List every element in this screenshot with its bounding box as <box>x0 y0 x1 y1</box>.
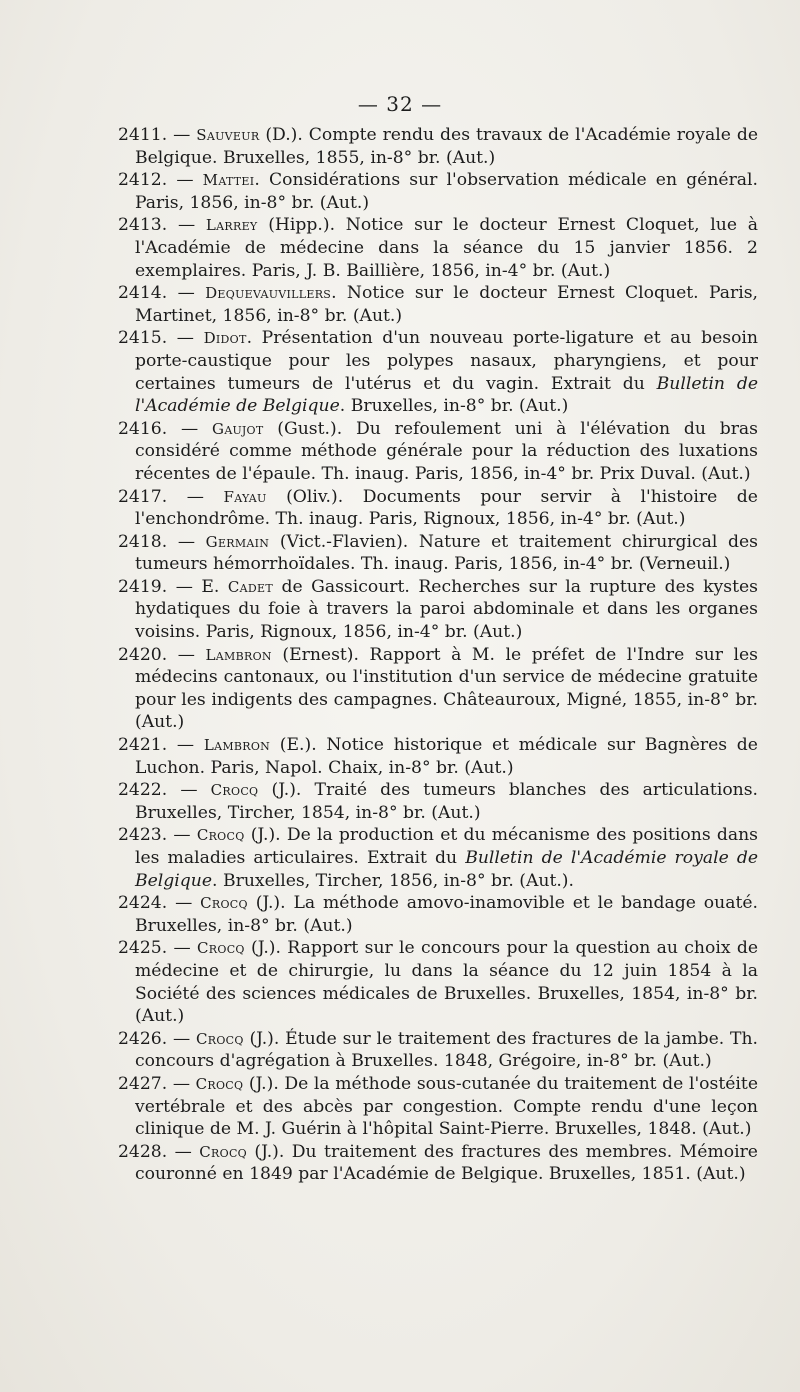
entry-dash: — <box>177 283 195 304</box>
entry-number: 2420. <box>118 644 168 665</box>
entry-text: (J.). Du traitement des fractures des membres. Mémoire couronné en 1849 par l'Académie de Belgique. Bruxelles, 1851. (Aut.) <box>135 1141 758 1185</box>
entry-author: Crocq <box>195 1074 244 1093</box>
entry-number: 2413. <box>118 215 168 236</box>
entry-dash: — <box>176 735 195 756</box>
entry-number: 2411. <box>118 125 168 145</box>
entry-text: (E.). Notice historique et médicale sur Bagnères de Luchon. Paris, Napol. Chaix, in-8° br. (Aut.) <box>135 735 758 778</box>
entry-text: (D.). Compte rendu des travaux de l'Académie royale de Belgique. Bruxelles, 1855, in-8° br. (Aut.) <box>135 125 758 168</box>
bibliography-entry <box>118 892 758 937</box>
entry-dash: — <box>175 893 193 914</box>
entry-text: de Gassicourt. Recherches sur la rupture des kystes hydatiques du foie à travers la paroi abdominale et dans les organes voisins. Paris, Rignoux, 1856, in-4° br. (Aut.) <box>135 576 758 643</box>
bibliography-entry <box>118 734 758 779</box>
entry-number: 2419. <box>118 576 168 597</box>
entry-dash: — E. <box>175 576 220 597</box>
bibliography-entry <box>118 531 758 576</box>
entry-author: Sauveur <box>196 126 260 144</box>
bibliography-entry <box>118 124 758 169</box>
entry-number: 2415. <box>118 328 168 349</box>
entry-number: 2426. <box>118 1028 168 1049</box>
entry-author: Crocq <box>196 826 245 845</box>
entry-text-end: . Bruxelles, Tircher, 1856, in-8° br. (Aut.). <box>212 870 574 891</box>
entry-dash: — <box>176 328 194 349</box>
entry-author: Crocq <box>200 894 248 913</box>
entry-number: 2427. <box>118 1073 168 1094</box>
entry-text: (J.). De la méthode sous-cutanée du traitement de l'ostéite vertébrale et des abcès par congestion. Compte rendu d'une leçon clinique de M. J. Guérin à l'hôpital Saint-Pierre. Bruxelles, 1848. (Aut.) <box>135 1073 758 1140</box>
entry-author: Mattei <box>202 171 255 190</box>
entry-number: 2425. <box>118 938 168 959</box>
bibliography-entry <box>118 1028 758 1073</box>
bibliography-entry <box>118 937 758 1027</box>
entry-text: (Hipp.). Notice sur le docteur Ernest Cloquet, lue à l'Académie de médecine dans la séance du 15 janvier 1856. 2 exemplaires. Paris, J. B. Baillière, 1856, in-4° br. (Aut.) <box>135 215 759 281</box>
entry-number: 2428. <box>118 1141 168 1162</box>
entry-dash: — <box>177 531 196 552</box>
bibliography-entry <box>118 418 758 486</box>
entry-text: (J.). La méthode amovo-inamovible et le bandage ouaté. Bruxelles, in-8° br. (Aut.) <box>135 893 758 936</box>
entry-author: Dequevauvillers <box>205 284 332 303</box>
entry-dash: — <box>176 170 194 191</box>
entry-author: Cadet <box>227 577 273 596</box>
bibliography-entry <box>118 327 758 417</box>
entry-italic-title: Bulletin de l'Académie de Belgique <box>135 373 759 417</box>
entry-number: 2416. <box>118 418 168 439</box>
entry-italic-title: Bulletin de l'Académie royale de Belgique <box>135 848 758 891</box>
entry-author: Crocq <box>195 1029 244 1048</box>
entry-dash: — <box>173 1028 191 1049</box>
bibliography-entry <box>118 169 758 214</box>
bibliography-entry <box>118 576 758 644</box>
bibliography-entry <box>118 486 758 531</box>
entry-text: (J.). De la production et du mécanisme des positions dans les maladies articulaires. Extrait du <box>135 825 758 868</box>
entry-dash: — <box>173 825 191 846</box>
entry-author: Lambron <box>205 645 272 664</box>
entry-author: Crocq <box>199 1142 247 1161</box>
entry-dash: — <box>177 644 195 665</box>
entry-author: Lambron <box>203 736 271 755</box>
entry-text: . Considérations sur l'observation médicale en général. Paris, 1856, in-8° br. (Aut.) <box>135 170 758 213</box>
entry-author: Crocq <box>197 939 245 958</box>
bibliography-entry <box>118 282 758 327</box>
entry-dash: — <box>181 418 199 439</box>
entry-author: Didot <box>203 329 247 348</box>
entry-number: 2421. <box>118 735 168 756</box>
entry-number: 2412. <box>118 170 168 191</box>
entry-number: 2418. <box>118 531 168 552</box>
entry-author: Fayau <box>223 487 267 506</box>
entry-author: Germain <box>205 532 270 551</box>
entry-dash: — <box>172 1073 190 1094</box>
entry-text: . Notice sur le docteur Ernest Cloquet. Paris, Martinet, 1856, in-8° br. (Aut.) <box>135 283 759 326</box>
entry-text: (Gust.). Du refoulement uni à l'élévation du bras considéré comme méthode générale pour la réduction des luxations récentes de l'épaule. Th. inaug. Paris, 1856, in-4° br. Prix Duval. (Aut.) <box>135 418 758 484</box>
entry-dash: — <box>173 938 191 959</box>
entry-text: (Vict.-Flavien). Nature et traitement chirurgical des tumeurs hémorrhoïdales. Th. inaug. Paris, 1856, in-4° br. (Verneuil.) <box>135 531 758 575</box>
entry-author: Gaujot <box>212 419 264 438</box>
entry-author: Crocq <box>210 781 259 800</box>
bibliography-entry <box>118 644 758 734</box>
entry-number: 2424. <box>118 893 168 914</box>
entry-dash: — <box>180 780 198 801</box>
entry-text: (Ernest). Rapport à M. le préfet de l'Indre sur les médecins cantonaux, ou l'institution d'un service de médecine gratuite pour les indigents des campagnes. Châteauroux, Migné, 1855, in-8° br. (Aut.) <box>135 644 759 733</box>
entry-text: (J.). Rapport sur le concours pour la question au choix de médecine et de chirurgie, lu dans la séance du 12 juin 1854 à la Société des sciences médicales de Bruxelles. Bruxelles, 1854, in-8° br. (Aut.) <box>135 938 758 1027</box>
page-number: — 32 — <box>357 92 443 116</box>
bibliography-list <box>118 124 758 1186</box>
entry-text: (J.). Traité des tumeurs blanches des articulations. Bruxelles, Tircher, 1854, in-8° br. (Aut.) <box>135 780 759 823</box>
entry-dash: — <box>174 1141 192 1162</box>
bibliography-entry <box>118 1073 758 1141</box>
entry-text: . Présentation d'un nouveau porte-ligature et au besoin porte-caustique pour les polypes nasaux, pharyngiens, et pour certaines tumeurs de l'utérus et du vagin. Extrait du <box>135 328 758 394</box>
entry-number: 2417. <box>118 486 168 507</box>
entry-dash: — <box>173 125 191 145</box>
entry-text-end: . Bruxelles, in-8° br. (Aut.) <box>339 396 569 417</box>
entry-text: (Oliv.). Documents pour servir à l'histoire de l'enchondrôme. Th. inaug. Paris, Rignoux, 1856, in-4° br. (Aut.) <box>135 486 758 530</box>
entry-dash: — <box>186 486 204 507</box>
entry-number: 2423. <box>118 825 168 846</box>
entry-number: 2422. <box>118 780 168 801</box>
entry-author: Larrey <box>205 216 258 235</box>
entry-text: (J.). Étude sur le traitement des fractures de la jambe. Th. concours d'agrégation à Bruxelles. 1848, Grégoire, in-8° br. (Aut.) <box>135 1028 758 1072</box>
entry-dash: — <box>177 215 196 236</box>
bibliography-entry <box>118 1141 758 1186</box>
bibliography-entry <box>118 214 758 282</box>
bibliography-entry <box>118 779 758 824</box>
entry-number: 2414. <box>118 283 168 304</box>
bibliography-entry <box>118 824 758 892</box>
